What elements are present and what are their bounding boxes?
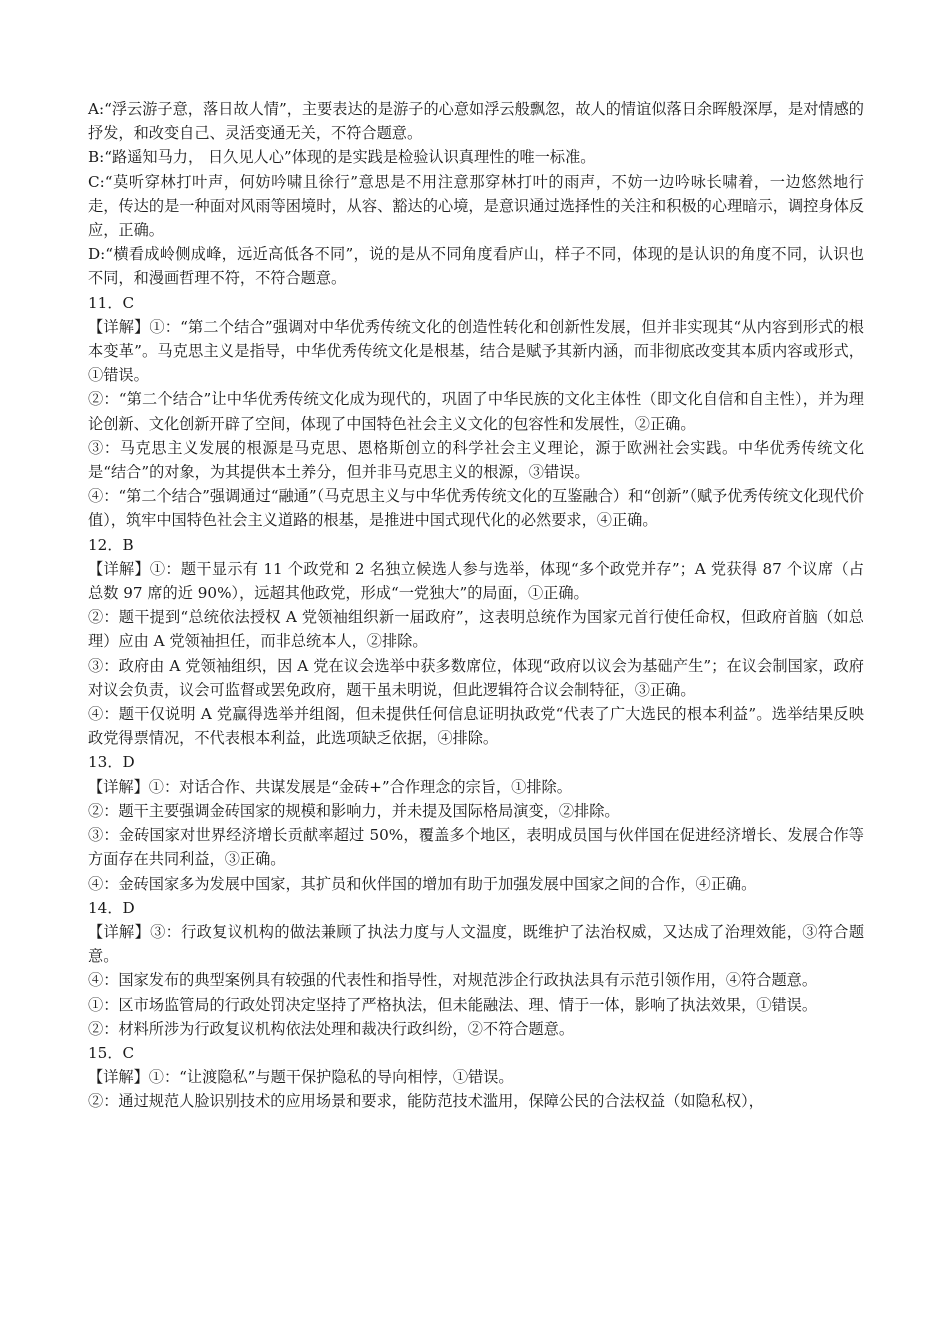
q15-detail-1: 【详解】①：“让渡隐私”与题干保护隐私的导向相悖，①错误。	[88, 1068, 514, 1087]
question-11-answer: 11．C	[88, 293, 135, 312]
q14-detail-2: ④：国家发布的典型案例具有较强的代表性和指导性，对规范涉企行政执法具有示范引领作用，④符合题意。	[88, 971, 817, 990]
q15-detail-2: ②：通过规范人脸识别技术的应用场景和要求，能防范技术滥用，保障公民的合法权益（如隐私权），	[88, 1092, 764, 1111]
q14-detail-1: 【详解】③：行政复议机构的做法兼顾了执法力度与人文温度，既维护了法治权威，又达成了治理效能，③符合题意。	[88, 922, 864, 966]
q14-detail-3: ①：区市场监管局的行政处罚决定坚持了严格执法，但未能融法、理、情于一体，影响了执法效果，①错误。	[88, 995, 817, 1014]
question-13-answer: 13．D	[88, 753, 135, 772]
q13-detail-4: ④：金砖国家多为发展中国家，其扩员和伙伴国的增加有助于加强发展中国家之间的合作，④正确。	[88, 874, 757, 893]
question-15-answer: 15．C	[88, 1043, 135, 1062]
q14-detail-4: ②：材料所涉为行政复议机构依法处理和裁决行政纠纷，②不符合题意。	[88, 1019, 574, 1038]
q12-detail-1: 【详解】①：题干显示有 11 个政党和 2 名独立候选人参与选举，体现“多个政党并存”；A 党获得 87 个议席（占总数 97 席的近 90%），远超其他政党，形成“一党独大”的局面，①正确。	[88, 559, 864, 603]
question-12-answer: 12．B	[88, 535, 134, 554]
q13-detail-2: ②：题干主要强调金砖国家的规模和影响力，并未提及国际格局演变，②排除。	[88, 801, 620, 820]
q13-detail-3: ③：金砖国家对世界经济增长贡献率超过 50%，覆盖多个地区，表明成员国与伙伴国在促进经济增长、发展合作等方面存在共同利益，③正确。	[88, 826, 864, 869]
question-14-answer: 14．D	[88, 898, 135, 917]
q12-detail-3: ③：政府由 A 党领袖组织，因 A 党在议会选举中获多数席位，体现“政府以议会为基础产生”；在议会制国家，政府对议会负责，议会可监督或罢免政府，题干虽未明说，但此逻辑符合议会制特征，③正确。	[88, 656, 864, 699]
answer-explanations	[88, 97, 864, 1114]
q11-detail-2: ②：“第二个结合”让中华优秀传统文化成为现代的，巩固了中华民族的文化主体性（即文化自信和自主性），并为理论创新、文化创新开辟了空间，体现了中国特色社会主义文化的包容性和发展性，②正确。	[88, 390, 864, 433]
option-b-explanation: B:“路遥知马力， 日久见人心”体现的是实践是检验认识真理性的唯一标准。	[88, 148, 596, 167]
q11-detail-1: 【详解】①：“第二个结合”强调对中华优秀传统文化的创造性转化和创新性发展，但并非实现其“从内容到形式的根本变革”。马克思主义是指导，中华优秀传统文化是根基，结合是赋予其新内涵，而非彻底改变其本质内容或形式，①错误。	[88, 317, 864, 385]
q11-detail-3: ③：马克思主义发展的根源是马克思、恩格斯创立的科学社会主义理论，源于欧洲社会实践。中华优秀传统文化是“结合”的对象，为其提供本土养分，但并非马克思主义的根源，③错误。	[88, 438, 864, 482]
q12-detail-4: ④：题干仅说明 A 党赢得选举并组阁，但未提供任何信息证明执政党“代表了广大选民的根本利益”。选举结果反映政党得票情况，不代表根本利益，此选项缺乏依据，④排除。	[88, 705, 864, 748]
q11-detail-4: ④：“第二个结合”强调通过“融通”（马克思主义与中华优秀传统文化的互鉴融合）和“创新”（赋予优秀传统文化现代价值），筑牢中国特色社会主义道路的根基，是推进中国式现代化的必然要求，④正确。	[88, 487, 864, 530]
option-a-explanation: A:“浮云游子意，落日故人情”，主要表达的是游子的心意如浮云般飘忽，故人的情谊似落日余晖般深厚，是对情感的抒发，和改变自己、灵活变通无关，不符合题意。	[88, 100, 864, 143]
option-d-explanation: D:“横看成岭侧成峰，远近高低各不同”，说的是从不同角度看庐山，样子不同，体现的是认识的角度不同，认识也不同，和漫画哲理不符，不符合题意。	[88, 245, 864, 288]
q12-detail-2: ②：题干提到“总统依法授权 A 党领袖组织新一届政府”，这表明总统作为国家元首行使任命权，但政府首脑（如总理）应由 A 党领袖担任，而非总统本人，②排除。	[88, 608, 864, 651]
option-c-explanation: C:“莫听穿林打叶声，何妨吟啸且徐行”意思是不用注意那穿林打叶的雨声，不妨一边吟咏长啸着，一边悠然地行走，传达的是一种面对风雨等困境时，从容、豁达的心境，是意识通过选择性的关注和积极的心理暗示，调控身体反应，正确。	[88, 172, 864, 240]
q13-detail-1: 【详解】①：对话合作、共谋发展是“金砖+”合作理念的宗旨，①排除。	[88, 777, 572, 796]
